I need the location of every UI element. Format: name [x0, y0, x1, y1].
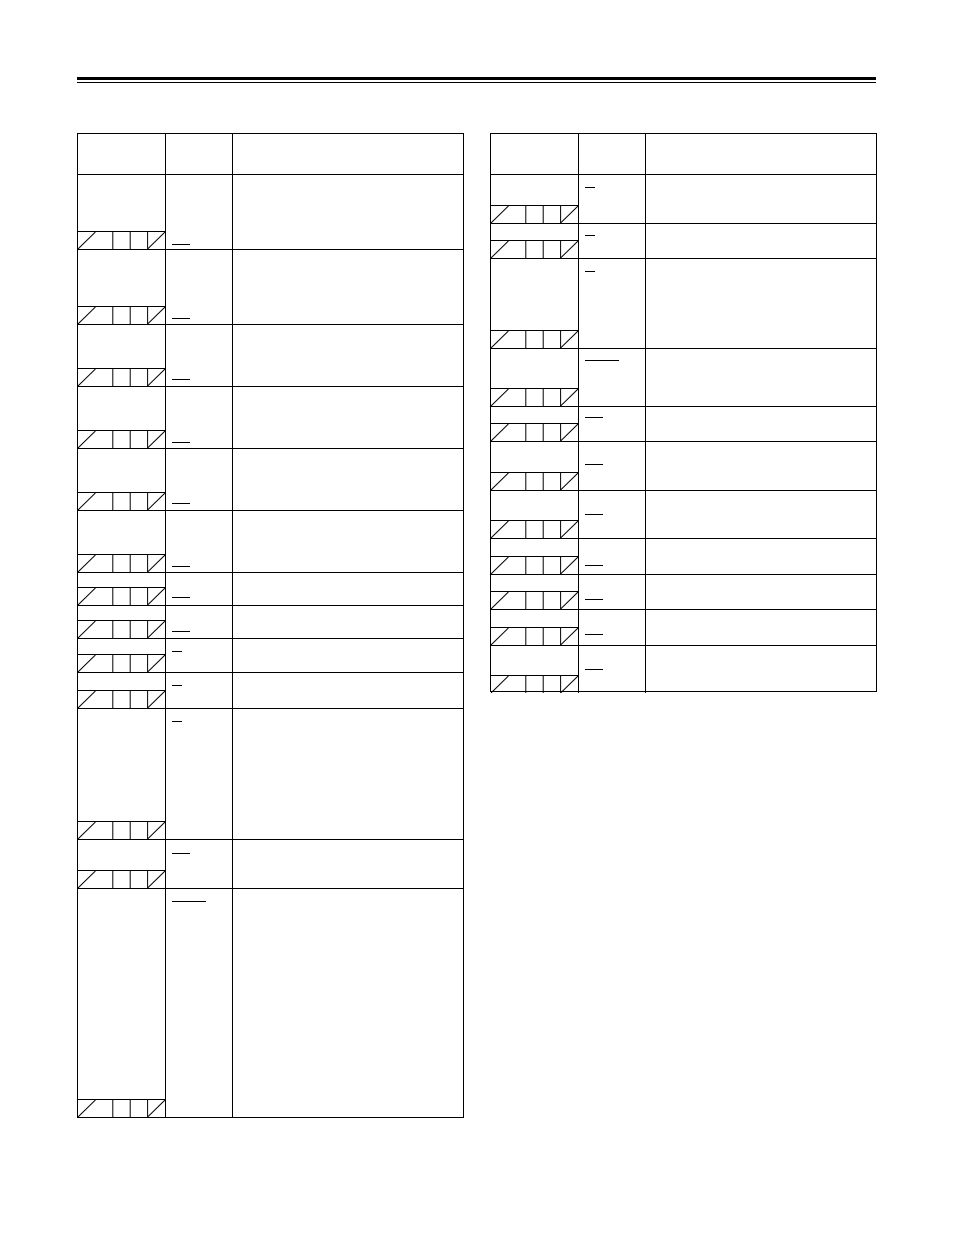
description-cell: [646, 539, 876, 574]
bit-slash: [491, 473, 508, 490]
description-cell: [233, 325, 463, 386]
item-cell: [491, 407, 579, 441]
setting-cell: [579, 491, 646, 538]
bit-slash: [78, 493, 95, 510]
bit-slash: [78, 621, 95, 638]
bit-field-icon: [78, 691, 165, 708]
bit-slash: [491, 676, 508, 693]
setting-cell: [166, 449, 233, 510]
bit-slash: [148, 307, 165, 324]
item-cell: [78, 889, 166, 1117]
bit-field: [78, 690, 165, 708]
description-cell: [233, 511, 463, 572]
bit-slash: [78, 871, 95, 888]
setting-cell: [579, 349, 646, 406]
bit-slash: [491, 424, 508, 441]
bit-field: [78, 654, 165, 672]
default-underline: [172, 318, 190, 319]
bit-field-icon: [491, 628, 578, 645]
setting-cell: [579, 575, 646, 609]
default-underline: [585, 565, 603, 566]
table-row: [78, 324, 463, 386]
bit-field: [78, 430, 165, 448]
default-underline: [585, 514, 603, 515]
bit-slash: [78, 822, 95, 839]
table-row: [491, 258, 876, 348]
setting-cell: [166, 387, 233, 448]
default-underline: [172, 503, 190, 504]
default-underline: [585, 599, 603, 600]
item-cell: [491, 442, 579, 490]
setting-cell: [579, 407, 646, 441]
setting-cell: [579, 646, 646, 693]
bit-slash: [148, 493, 165, 510]
default-underline: [585, 464, 603, 465]
table-row: [491, 174, 876, 223]
default-underline: [172, 379, 190, 380]
table-row: [491, 645, 876, 693]
item-cell: [491, 539, 579, 574]
setting-cell: [166, 250, 233, 324]
description-cell: [646, 646, 876, 693]
bit-field-icon: [491, 331, 578, 348]
bit-field: [78, 492, 165, 510]
item-cell: [78, 573, 166, 605]
description-cell: [233, 606, 463, 638]
item-cell: [78, 449, 166, 510]
item-cell: [78, 639, 166, 672]
default-underline: [172, 721, 182, 722]
bit-slash: [561, 592, 578, 609]
bit-field-icon: [78, 655, 165, 672]
bit-slash: [491, 331, 508, 348]
bit-slash: [561, 424, 578, 441]
bit-field: [78, 587, 165, 605]
bit-field: [491, 472, 578, 490]
description-cell: [233, 573, 463, 605]
bit-slash: [78, 431, 95, 448]
table-row: [78, 605, 463, 638]
bit-slash: [78, 307, 95, 324]
item-cell: [78, 840, 166, 888]
item-cell: [491, 575, 579, 609]
bit-field: [78, 231, 165, 249]
default-underline: [172, 442, 190, 443]
table-row: [78, 888, 463, 1117]
right-table: [490, 133, 877, 692]
description-cell: [646, 491, 876, 538]
default-underline: [585, 417, 603, 418]
bit-slash: [148, 431, 165, 448]
setting-cell: [166, 889, 233, 1117]
bit-field: [491, 423, 578, 441]
bit-field-icon: [78, 431, 165, 448]
table-row: [78, 672, 463, 708]
header-rule-thick: [77, 77, 876, 80]
table-row: [78, 572, 463, 605]
setting-cell: [166, 673, 233, 708]
bit-field: [491, 205, 578, 223]
bit-slash: [78, 1100, 95, 1117]
bit-field-icon: [491, 241, 578, 258]
table-row: [491, 348, 876, 406]
bit-slash: [148, 822, 165, 839]
description-cell: [233, 250, 463, 324]
setting-cell: [579, 610, 646, 645]
bit-field: [491, 520, 578, 538]
bit-field-icon: [491, 389, 578, 406]
table-row: [78, 510, 463, 572]
description-cell: [646, 610, 876, 645]
bit-slash: [148, 369, 165, 386]
item-cell: [491, 259, 579, 348]
bit-slash: [78, 588, 95, 605]
default-underline: [585, 634, 603, 635]
bit-slash: [561, 557, 578, 574]
bit-slash: [561, 206, 578, 223]
bit-slash: [148, 588, 165, 605]
default-underline: [172, 597, 190, 598]
description-cell: [646, 442, 876, 490]
item-cell: [78, 387, 166, 448]
header-rule-thin: [77, 82, 876, 83]
setting-cell: [579, 175, 646, 223]
bit-field: [78, 870, 165, 888]
bit-field-icon: [491, 521, 578, 538]
bit-field: [78, 821, 165, 839]
bit-field-icon: [78, 1100, 165, 1117]
bit-field-icon: [78, 232, 165, 249]
bit-field-icon: [78, 822, 165, 839]
bit-field-icon: [78, 871, 165, 888]
item-cell: [491, 224, 579, 258]
table-row: [491, 406, 876, 441]
setting-cell: [166, 511, 233, 572]
bit-slash: [491, 206, 508, 223]
bit-slash: [561, 389, 578, 406]
bit-slash: [491, 557, 508, 574]
description-cell: [646, 349, 876, 406]
item-cell: [78, 250, 166, 324]
item-cell: [78, 511, 166, 572]
item-cell: [78, 606, 166, 638]
left-table: [77, 133, 464, 1118]
description-cell: [233, 709, 463, 839]
bit-slash: [491, 628, 508, 645]
item-cell: [491, 646, 579, 693]
bit-slash: [148, 621, 165, 638]
bit-slash: [561, 473, 578, 490]
bit-slash: [148, 655, 165, 672]
item-cell: [78, 673, 166, 708]
bit-field: [491, 556, 578, 574]
item-cell: [78, 709, 166, 839]
description-cell: [646, 407, 876, 441]
item-cell: [78, 175, 166, 249]
item-cell: [491, 610, 579, 645]
bit-slash: [78, 555, 95, 572]
bit-slash: [491, 521, 508, 538]
bit-field-icon: [491, 592, 578, 609]
bit-slash: [561, 241, 578, 258]
description-cell: [233, 673, 463, 708]
default-underline: [172, 685, 182, 686]
setting-cell: [166, 175, 233, 249]
table-row: [78, 839, 463, 888]
bit-field-icon: [78, 621, 165, 638]
bit-field: [491, 627, 578, 645]
table-row: [78, 249, 463, 324]
setting-cell: [579, 442, 646, 490]
description-cell: [646, 175, 876, 223]
default-underline: [172, 566, 190, 567]
default-underline: [585, 271, 595, 272]
bit-slash: [148, 232, 165, 249]
setting-cell: [166, 639, 233, 672]
table-header-row: [491, 134, 876, 174]
bit-slash: [78, 691, 95, 708]
bit-slash: [491, 592, 508, 609]
bit-slash: [78, 655, 95, 672]
bit-field-icon: [491, 557, 578, 574]
header-cell-3: [233, 134, 463, 174]
bit-field-icon: [78, 369, 165, 386]
bit-field: [78, 1099, 165, 1117]
header-cell-1: [491, 134, 579, 174]
setting-cell: [579, 539, 646, 574]
bit-field-icon: [491, 424, 578, 441]
bit-slash: [561, 521, 578, 538]
bit-slash: [78, 232, 95, 249]
setting-cell: [579, 259, 646, 348]
default-underline: [172, 901, 206, 902]
bit-field: [491, 388, 578, 406]
bit-field-icon: [491, 473, 578, 490]
bit-field: [78, 306, 165, 324]
description-cell: [233, 387, 463, 448]
bit-slash: [561, 331, 578, 348]
setting-cell: [166, 709, 233, 839]
description-cell: [646, 575, 876, 609]
bit-field-icon: [491, 206, 578, 223]
table-row: [78, 448, 463, 510]
table-row: [491, 441, 876, 490]
item-cell: [491, 175, 579, 223]
bit-slash: [491, 389, 508, 406]
default-underline: [585, 669, 603, 670]
default-underline: [172, 631, 190, 632]
bit-field-icon: [78, 555, 165, 572]
description-cell: [233, 840, 463, 888]
description-cell: [233, 639, 463, 672]
item-cell: [491, 491, 579, 538]
bit-field: [491, 240, 578, 258]
bit-slash: [148, 1100, 165, 1117]
bit-field: [491, 330, 578, 348]
setting-cell: [166, 840, 233, 888]
header-cell-3: [646, 134, 876, 174]
table-row: [78, 638, 463, 672]
bit-slash: [561, 676, 578, 693]
description-cell: [646, 224, 876, 258]
bit-slash: [491, 241, 508, 258]
bit-field-icon: [78, 307, 165, 324]
table-row: [78, 386, 463, 448]
bit-field: [78, 368, 165, 386]
table-row: [491, 609, 876, 645]
table-row: [491, 223, 876, 258]
bit-slash: [148, 871, 165, 888]
item-cell: [491, 349, 579, 406]
bit-field-icon: [78, 493, 165, 510]
description-cell: [646, 259, 876, 348]
description-cell: [233, 449, 463, 510]
header-cell-1: [78, 134, 166, 174]
item-cell: [78, 325, 166, 386]
bit-slash: [148, 555, 165, 572]
bit-field-icon: [78, 588, 165, 605]
setting-cell: [166, 325, 233, 386]
description-cell: [233, 175, 463, 249]
table-row: [78, 708, 463, 839]
table-row: [78, 174, 463, 249]
bit-slash: [78, 369, 95, 386]
default-underline: [172, 853, 190, 854]
bit-field: [491, 591, 578, 609]
default-underline: [585, 187, 595, 188]
setting-cell: [166, 573, 233, 605]
default-underline: [172, 651, 182, 652]
table-header-row: [78, 134, 463, 174]
description-cell: [233, 889, 463, 1117]
table-row: [491, 490, 876, 538]
bit-field: [491, 675, 578, 693]
table-row: [491, 574, 876, 609]
table-row: [491, 538, 876, 574]
header-cell-2: [579, 134, 646, 174]
bit-field: [78, 554, 165, 572]
setting-cell: [579, 224, 646, 258]
bit-field-icon: [491, 676, 578, 693]
default-underline: [585, 360, 619, 361]
bit-slash: [148, 691, 165, 708]
setting-cell: [166, 606, 233, 638]
default-underline: [585, 235, 595, 236]
bit-field: [78, 620, 165, 638]
header-cell-2: [166, 134, 233, 174]
default-underline: [172, 244, 190, 245]
bit-slash: [561, 628, 578, 645]
